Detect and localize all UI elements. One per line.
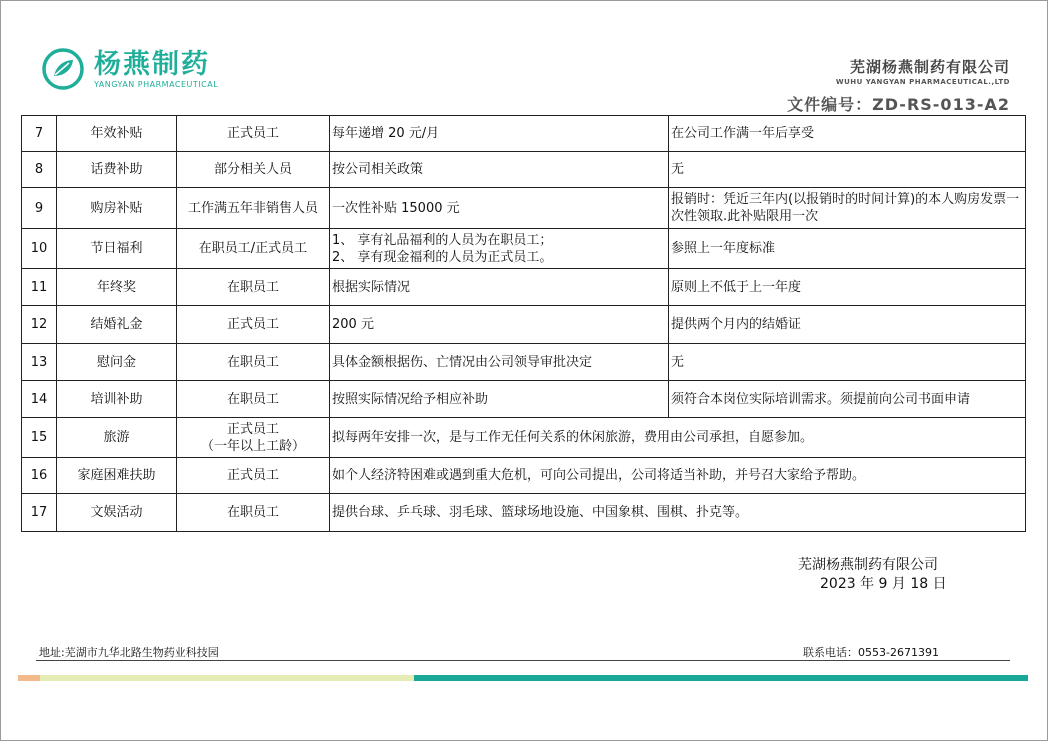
benefit-item: 旅游 (57, 418, 177, 458)
eligible-staff: 正式员工 (177, 458, 330, 494)
footer-color-bar (40, 675, 414, 681)
row-number: 15 (22, 418, 57, 458)
document-number: 文件编号：ZD-RS-013-A2 (787, 95, 1010, 114)
benefit-standard: 一次性补贴 15000 元 (330, 188, 669, 229)
benefit-note: 须符合本岗位实际培训需求。须提前向公司书面申请 (669, 381, 1026, 418)
benefit-item: 文娱活动 (57, 494, 177, 532)
table-row (22, 458, 1026, 494)
table-row (22, 494, 1026, 532)
row-number: 7 (22, 116, 57, 152)
benefit-standard: 拟每两年安排一次，是与工作无任何关系的休闲旅游，费用由公司承担，自愿参加。 (330, 418, 1026, 458)
standard-line: 2、 享有现金福利的人员为正式员工。 (332, 249, 553, 265)
benefit-item: 培训补助 (57, 381, 177, 418)
eligible-staff: 正式员工 (177, 116, 330, 152)
benefit-standard: 具体金额根据伤、亡情况由公司领导审批决定 (330, 344, 669, 381)
footer-phone: 联系电话：0553-2671391 (803, 646, 939, 659)
signature-date: 2023 年 9 月 18 日 (820, 576, 947, 592)
eligible-staff: 正式员工 (177, 306, 330, 344)
benefit-item: 慰问金 (57, 344, 177, 381)
eligible-staff-line: 正式员工 (226, 421, 279, 437)
eligible-staff: 部分相关人员 (177, 152, 330, 188)
table-row (22, 116, 1026, 152)
benefit-note: 无 (669, 152, 1026, 188)
eligible-staff: 工作满五年非销售人员 (177, 188, 330, 229)
table-row (22, 229, 1026, 269)
benefit-standard: 提供台球、乒乓球、羽毛球、篮球场地设施、中国象棋、围棋、扑克等。 (330, 494, 1026, 532)
row-number: 14 (22, 381, 57, 418)
benefit-item: 话费补助 (57, 152, 177, 188)
brand-name: 杨燕制药 (94, 49, 210, 80)
benefit-item: 家庭困难扶助 (57, 458, 177, 494)
row-number: 10 (22, 229, 57, 269)
table-row (22, 418, 1026, 458)
eligible-staff (177, 418, 330, 458)
brand-name-en: YANGYAN PHARMACEUTICAL (94, 80, 219, 89)
footer-divider (36, 660, 1010, 661)
benefit-standard: 按公司相关政策 (330, 152, 669, 188)
benefit-note: 参照上一年度标准 (669, 229, 1026, 269)
row-number: 12 (22, 306, 57, 344)
table-row (22, 381, 1026, 418)
footer-address: 地址:芜湖市九华北路生物药业科技园 (39, 646, 219, 659)
row-number: 11 (22, 269, 57, 306)
company-name: 芜湖杨燕制药有限公司 (849, 58, 1010, 76)
footer-color-bar (414, 675, 1028, 681)
benefit-item: 结婚礼金 (57, 306, 177, 344)
benefit-note: 无 (669, 344, 1026, 381)
benefit-item: 节日福利 (57, 229, 177, 269)
signature-company: 芜湖杨燕制药有限公司 (798, 557, 938, 573)
table-row (22, 344, 1026, 381)
benefit-standard: 每年递增 20 元/月 (330, 116, 669, 152)
benefit-standard: 如个人经济特困难或遇到重大危机，可向公司提出，公司将适当补助，并号召大家给予帮助。 (330, 458, 1026, 494)
eligible-staff: 在职员工 (177, 494, 330, 532)
benefit-note: 在公司工作满一年后享受 (669, 116, 1026, 152)
row-number: 13 (22, 344, 57, 381)
benefit-standard: 按照实际情况给予相应补助 (330, 381, 669, 418)
table-row (22, 269, 1026, 306)
benefit-note: 提供两个月内的结婚证 (669, 306, 1026, 344)
eligible-staff: 在职员工 (177, 344, 330, 381)
benefits-table (21, 115, 1026, 532)
row-number: 9 (22, 188, 57, 229)
eligible-staff: 在职员工/正式员工 (177, 229, 330, 269)
standard-line: 1、 享有礼品福利的人员为在职员工； (332, 232, 553, 248)
company-name-en: WUHU YANGYAN PHARMACEUTICAL.,LTD (835, 78, 1010, 86)
benefit-note: 报销时：凭近三年内(以报销时的时间计算)的本人购房发票一次性领取.此补贴限用一次 (669, 188, 1026, 229)
benefit-standard (330, 229, 669, 269)
company-logo-icon (42, 48, 84, 90)
eligible-staff: 在职员工 (177, 269, 330, 306)
benefit-standard: 根据实际情况 (330, 269, 669, 306)
table-row (22, 306, 1026, 344)
eligible-staff-line: （一年以上工龄） (200, 438, 305, 454)
row-number: 8 (22, 152, 57, 188)
benefit-standard: 200 元 (330, 306, 669, 344)
benefit-note: 原则上不低于上一年度 (669, 269, 1026, 306)
row-number: 16 (22, 458, 57, 494)
benefit-item: 年效补贴 (57, 116, 177, 152)
footer-color-bar (18, 675, 40, 681)
benefit-item: 购房补贴 (57, 188, 177, 229)
row-number: 17 (22, 494, 57, 532)
table-row (22, 188, 1026, 229)
table-row (22, 152, 1026, 188)
benefit-item: 年终奖 (57, 269, 177, 306)
eligible-staff: 在职员工 (177, 381, 330, 418)
